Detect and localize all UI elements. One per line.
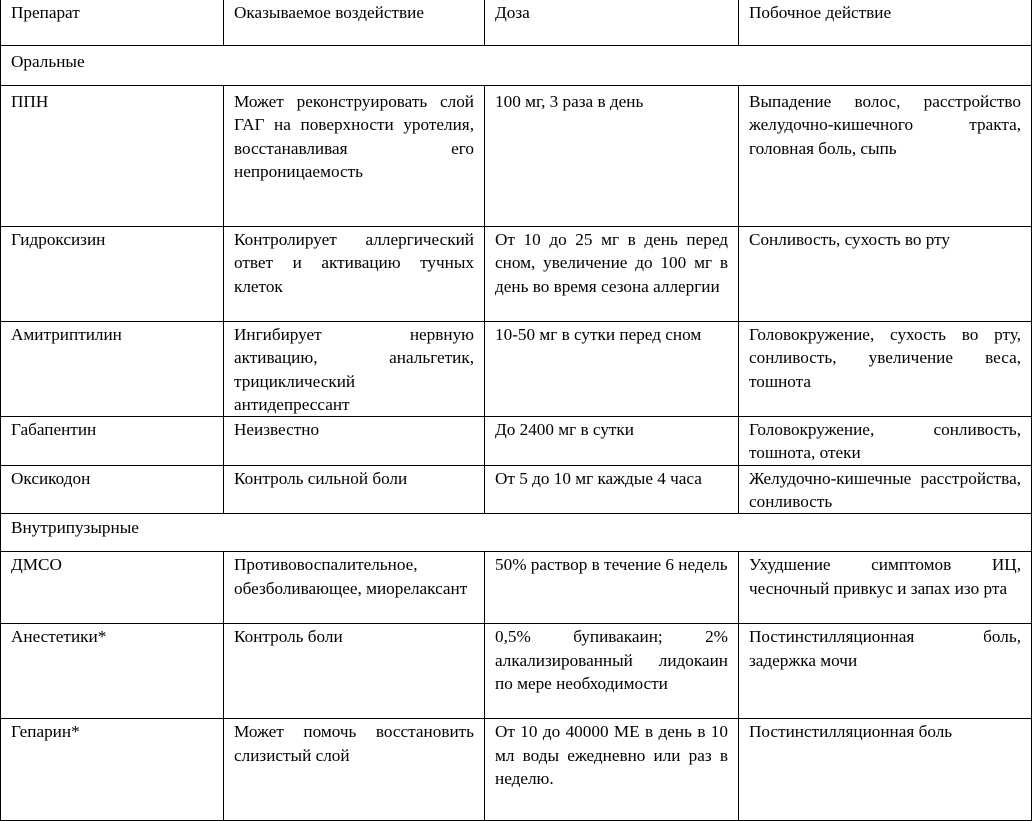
dose-cell: 10-50 мг в сутки перед сном: [485, 322, 739, 417]
dose-cell: До 2400 мг в сутки: [485, 417, 739, 466]
drug-cell: Амитриптилин: [1, 322, 224, 417]
side-effect-cell: Ухудшение симптомов ИЦ, чесночный привкус и запах изо рта: [739, 552, 1032, 624]
drug-cell: Анестетики*: [1, 624, 224, 719]
effect-cell: Ингибирует нервную активацию, анальгетик, трициклический антидепрессант: [224, 322, 485, 417]
header-dose: Доза: [485, 0, 739, 46]
side-effect-cell: Головокружение, сонливость, тошнота, отеки: [739, 417, 1032, 466]
side-effect-cell: Постинстилляционная боль, задержка мочи: [739, 624, 1032, 719]
table-row: [1, 322, 1032, 417]
section-row-oral: [1, 46, 1032, 86]
dose-cell: 100 мг, 3 раза в день: [485, 86, 739, 227]
side-effect-cell: Желудочно-кишечные расстройства, сонливость: [739, 465, 1032, 514]
header-side-effect: Побочное действие: [739, 0, 1032, 46]
section-row-intravesical: [1, 514, 1032, 552]
side-effect-cell: Сонливость, сухость во рту: [739, 227, 1032, 322]
drug-cell: Гепарин*: [1, 719, 224, 821]
effect-cell: Контроль боли: [224, 624, 485, 719]
table-row: [1, 465, 1032, 514]
dose-cell: 0,5% бупивакаин; 2% алкализированный лидокаин по мере необходимости: [485, 624, 739, 719]
dose-cell: 50% раствор в течение 6 недель: [485, 552, 739, 624]
drug-cell: Габапентин: [1, 417, 224, 466]
effect-cell: Может помочь восстановить слизистый слой: [224, 719, 485, 821]
effect-cell: Контроль сильной боли: [224, 465, 485, 514]
section-title: Внутрипузырные: [1, 514, 1032, 552]
drug-cell: Оксикодон: [1, 465, 224, 514]
drug-cell: Гидроксизин: [1, 227, 224, 322]
dose-cell: От 5 до 10 мг каждые 4 часа: [485, 465, 739, 514]
table-row: [1, 552, 1032, 624]
table-row: [1, 417, 1032, 466]
table-row: [1, 624, 1032, 719]
table-header-row: [1, 0, 1032, 46]
effect-cell: Может реконструировать слой ГАГ на поверхности уротелия, восстанавливая его непроницаемость: [224, 86, 485, 227]
table-row: [1, 719, 1032, 821]
table-row: [1, 227, 1032, 322]
side-effect-cell: Постинстилляционная боль: [739, 719, 1032, 821]
header-effect: Оказываемое воздействие: [224, 0, 485, 46]
header-drug: Препарат: [1, 0, 224, 46]
effect-cell: Неизвестно: [224, 417, 485, 466]
side-effect-cell: Выпадение волос, расстройство желудочно-кишечного тракта, головная боль, сыпь: [739, 86, 1032, 227]
table-row: [1, 86, 1032, 227]
effect-cell: Противовоспалительное, обезболивающее, миорелаксант: [224, 552, 485, 624]
drug-cell: ППН: [1, 86, 224, 227]
effect-cell: Контролирует аллергический ответ и активацию тучных клеток: [224, 227, 485, 322]
drug-cell: ДМСО: [1, 552, 224, 624]
section-title: Оральные: [1, 46, 1032, 86]
dose-cell: От 10 до 25 мг в день перед сном, увеличение до 100 мг в день во время сезона аллергии: [485, 227, 739, 322]
dose-cell: От 10 до 40000 МЕ в день в 10 мл воды ежедневно или раз в неделю.: [485, 719, 739, 821]
side-effect-cell: Головокружение, сухость во рту, сонливость, увеличение веса, тошнота: [739, 322, 1032, 417]
